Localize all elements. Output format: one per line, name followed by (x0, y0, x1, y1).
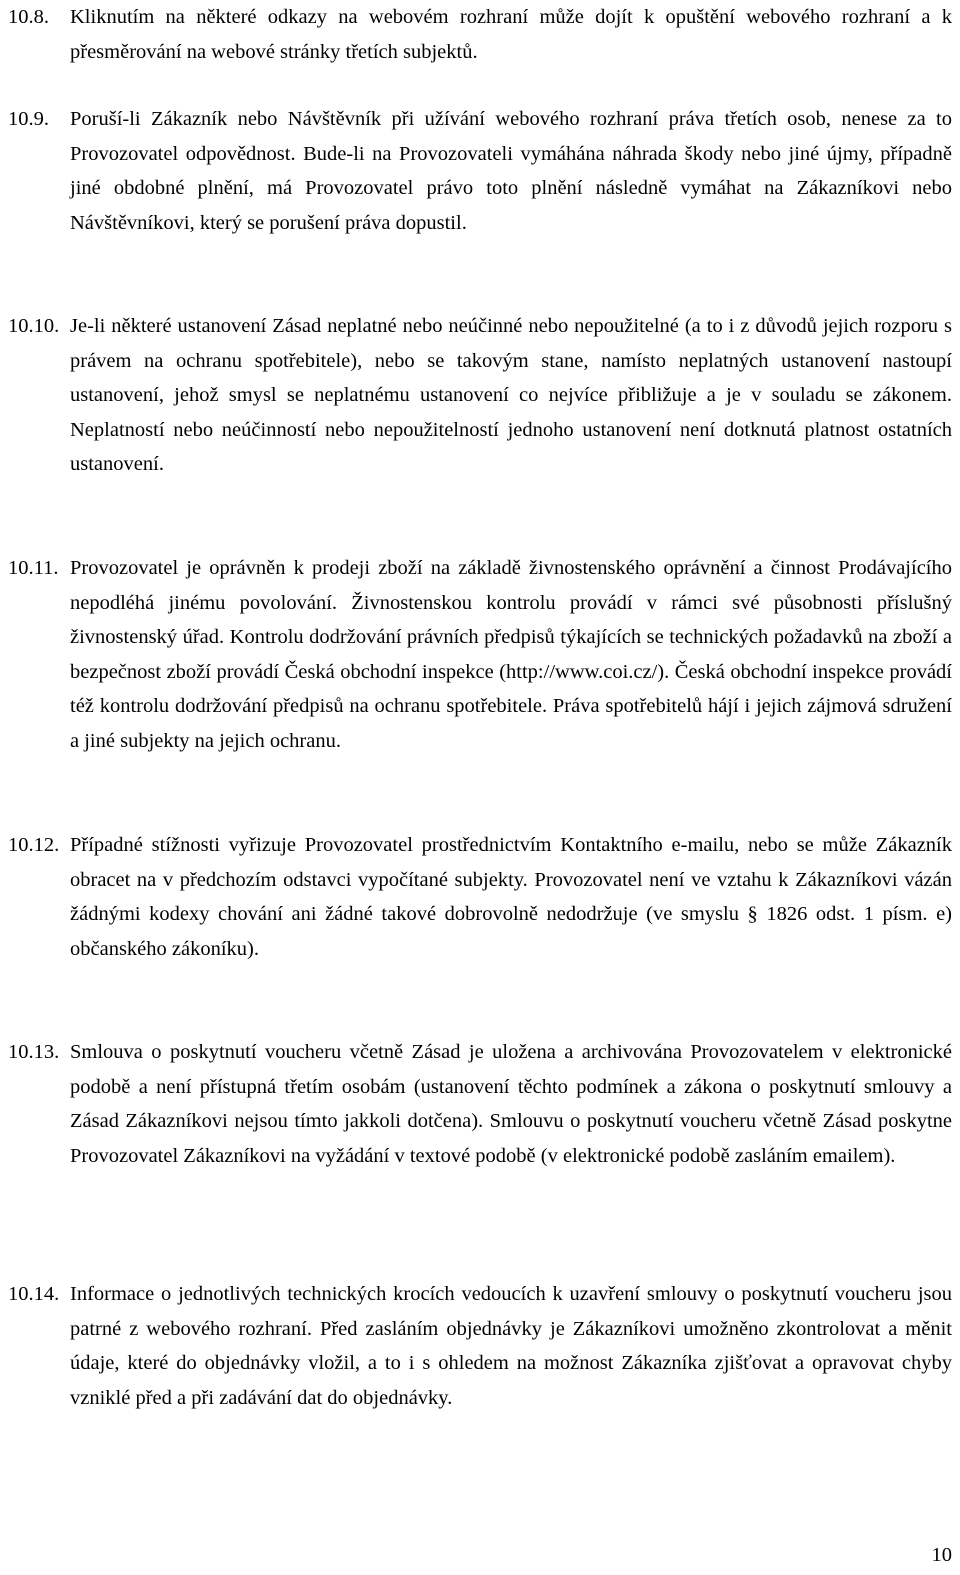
clause-number: 10.13. (8, 1041, 60, 1063)
clause-number: 10.11. (8, 557, 59, 579)
clause-number: 10.12. (8, 834, 60, 856)
clause-text: Provozovatel je oprávněn k prodeji zboží na základě živnostenského oprávnění a činnost Prodávajícího nepodléhá jinému povolování. Živnostenskou kontrolu provádí v rámci své působnosti příslušný živnostenský úřad. Kontrolu dodržování právních předpisů týkajících se technických požadavků na zboží a bezpečnost zboží provádí Česká obchodní inspekce (http://www.coi.cz/). Česká obchodní inspekce provádí též kontrolu dodržování předpisů na ochranu spotřebitele. Práva spotřebitelů hájí i jejich zájmová sdružení a jiné subjekty na jejich ochranu. (70, 557, 952, 752)
clause-text: Smlouva o poskytnutí voucheru včetně Zásad je uložena a archivována Provozovatelem v elektronické podobě a není přístupná třetím osobám (ustanovení těchto podmínek a zákona o poskytnutí smlouvy a Zásad Zákazníkovi nejsou tímto jakkoli dotčena). Smlouvu o poskytnutí voucheru včetně Zásad poskytne Provozovatel Zákazníkovi na vyžádání v textové podobě (v elektronické podobě zasláním emailem). (70, 1041, 952, 1167)
clause-number: 10.14. (8, 1283, 60, 1305)
clause-text: Kliknutím na některé odkazy na webovém rozhraní může dojít k opuštění webového rozhraní a k přesměrování na webové stránky třetích subjektů. (70, 6, 952, 63)
clause-text: Je-li některé ustanovení Zásad neplatné nebo neúčinné nebo nepoužitelné (a to i z důvodů jejich rozporu s právem na ochranu spotřebitele), nebo se takovým stane, namísto neplatných ustanovení nastoupí ustanovení, jehož smysl se neplatnému ustanovení co nejvíce přibližuje a je v souladu se zákonem. Neplatností nebo neúčinností nebo nepoužitelností jednoho ustanovení není dotknutá platnost ostatních ustanovení. (70, 315, 952, 476)
clause-number: 10.8. (8, 6, 49, 28)
clause-text: Případné stížnosti vyřizuje Provozovatel prostřednictvím Kontaktního e-mailu, nebo se může Zákazník obracet na v předchozím odstavci vypočítané subjekty. Provozovatel není ve vztahu k Zákazníkovi vázán žádnými kodexy chování ani žádné takové dobrovolně nedodržuje (ve smyslu § 1826 odst. 1 písm. e) občanského zákoníku). (70, 834, 952, 960)
page-number: 10 (931, 1544, 952, 1566)
clause-text: Informace o jednotlivých technických krocích vedoucích k uzavření smlouvy o poskytnutí voucheru jsou patrné z webového rozhraní. Před zasláním objednávky je Zákazníkovi umožněno zkontrolovat a měnit údaje, které do objednávky vložil, a to i s ohledem na možnost Zákazníka zjišťovat a opravovat chyby vzniklé před a při zadávání dat do objednávky. (70, 1283, 952, 1409)
clause-text: Poruší-li Zákazník nebo Návštěvník při užívání webového rozhraní práva třetích osob, nenese za to Provozovatel odpovědnost. Bude-li na Provozovateli vymáhána náhrada škody nebo jiné újmy, případně jiné obdobné plnění, má Provozovatel právo toto plnění následně vymáhat na Zákazníkovi nebo Návštěvníkovi, který se porušení práva dopustil. (70, 108, 952, 234)
clause-number: 10.9. (8, 108, 49, 130)
clause-number: 10.10. (8, 315, 60, 337)
